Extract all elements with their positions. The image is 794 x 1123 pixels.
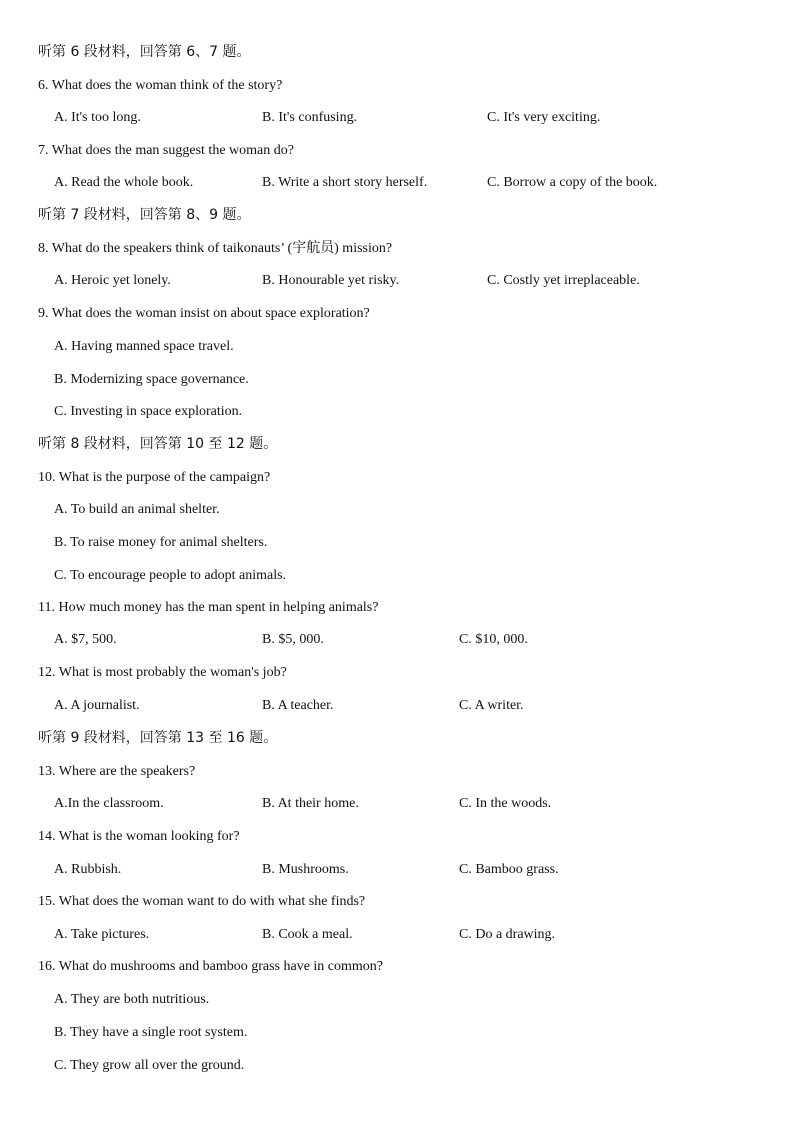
option-b: B. Modernizing space governance.	[54, 372, 249, 387]
question-text: 9. What does the woman insist on about space exploration?	[38, 306, 370, 321]
option-c: C. Costly yet irreplaceable.	[487, 273, 640, 288]
section-heading-text: 听第 6 段材料，回答第 6、7 题。	[38, 44, 251, 60]
option-a: A. To build an animal shelter.	[54, 502, 220, 517]
question-8	[0, 239, 794, 259]
section-heading-text: 听第 9 段材料，回答第 13 至 16 题。	[38, 730, 278, 746]
option-a: A. Rubbish.	[54, 862, 122, 877]
option-c: C. To encourage people to adopt animals.	[54, 568, 287, 583]
option-a: A. Take pictures.	[54, 927, 150, 942]
question-text: 14. What is the woman looking for?	[38, 829, 240, 844]
option-b: B. Write a short story herself.	[262, 175, 428, 190]
question-text: 11. How much money has the man spent in helping animals?	[38, 600, 379, 615]
option-9a	[0, 337, 794, 357]
question-text: 15. What does the woman want to do with what she finds?	[38, 894, 366, 909]
section-heading-text: 听第 7 段材料，回答第 8、9 题。	[38, 207, 251, 223]
options-8	[0, 271, 794, 291]
option-b: B. At their home.	[262, 796, 359, 811]
option-9c	[0, 402, 794, 422]
question-11	[0, 598, 794, 618]
option-a: A.In the classroom.	[54, 796, 164, 811]
option-10c	[0, 566, 794, 586]
option-a: A. Read the whole book.	[54, 175, 194, 190]
option-16b	[0, 1023, 794, 1043]
options-14	[0, 860, 794, 880]
question-10	[0, 468, 794, 488]
section-heading-6	[0, 42, 794, 62]
section-heading-7	[0, 205, 794, 225]
section-heading-text: 听第 8 段材料，回答第 10 至 12 题。	[38, 436, 278, 452]
option-b: B. Honourable yet risky.	[262, 273, 400, 288]
options-13	[0, 794, 794, 814]
option-a: A. Having manned space travel.	[54, 339, 234, 354]
options-11	[0, 630, 794, 650]
option-10a	[0, 500, 794, 520]
question-12	[0, 663, 794, 683]
option-a: A. $7, 500.	[54, 632, 117, 647]
question-15	[0, 892, 794, 912]
options-6	[0, 108, 794, 128]
option-c: C. It's very exciting.	[487, 110, 601, 125]
option-b: B. They have a single root system.	[54, 1025, 248, 1040]
option-c: C. They grow all over the ground.	[54, 1058, 245, 1073]
options-7	[0, 173, 794, 193]
question-13	[0, 762, 794, 782]
option-c: C. $10, 000.	[459, 632, 528, 647]
question-text: 6. What does the woman think of the story?	[38, 78, 283, 93]
options-15	[0, 925, 794, 945]
option-b: B. It's confusing.	[262, 110, 358, 125]
option-9b	[0, 370, 794, 390]
question-text: 8. What do the speakers think of taikonauts’ (宇航员) mission?	[38, 241, 393, 256]
option-a: A. It's too long.	[54, 110, 141, 125]
option-b: B. $5, 000.	[262, 632, 324, 647]
section-heading-8	[0, 434, 794, 454]
option-b: B. To raise money for animal shelters.	[54, 535, 268, 550]
option-a: A. Heroic yet lonely.	[54, 273, 171, 288]
question-text: 13. Where are the speakers?	[38, 764, 196, 779]
question-text: 12. What is most probably the woman's job?	[38, 665, 287, 680]
question-text: 10. What is the purpose of the campaign?	[38, 470, 271, 485]
option-a: A. They are both nutritious.	[54, 992, 210, 1007]
option-c: C. A writer.	[459, 698, 524, 713]
question-7	[0, 141, 794, 161]
option-a: A. A journalist.	[54, 698, 140, 713]
question-16	[0, 957, 794, 977]
question-text: 16. What do mushrooms and bamboo grass have in common?	[38, 959, 384, 974]
option-c: C. Do a drawing.	[459, 927, 556, 942]
option-16a	[0, 990, 794, 1010]
option-c: C. Bamboo grass.	[459, 862, 559, 877]
question-text: 7. What does the man suggest the woman do?	[38, 143, 294, 158]
option-c: C. In the woods.	[459, 796, 552, 811]
section-heading-9	[0, 728, 794, 748]
option-b: B. Cook a meal.	[262, 927, 353, 942]
option-b: B. A teacher.	[262, 698, 334, 713]
option-c: C. Investing in space exploration.	[54, 404, 243, 419]
question-6	[0, 76, 794, 96]
option-16c	[0, 1056, 794, 1076]
option-b: B. Mushrooms.	[262, 862, 349, 877]
options-12	[0, 696, 794, 716]
option-c: C. Borrow a copy of the book.	[487, 175, 658, 190]
question-14	[0, 827, 794, 847]
option-10b	[0, 533, 794, 553]
question-9	[0, 304, 794, 324]
